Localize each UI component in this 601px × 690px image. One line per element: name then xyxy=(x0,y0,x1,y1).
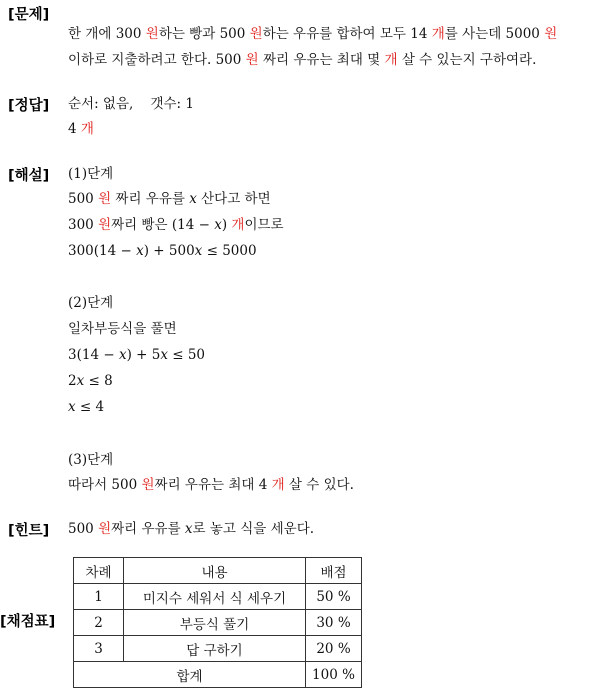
step1-line-2: 300 원짜리 빵은 (14 − x) 개이므로 xyxy=(68,217,284,233)
step2-equation-3: x ≤ 4 xyxy=(68,399,105,415)
problem-line-1: 한 개에 300 원하는 빵과 500 원하는 우유를 합하여 모두 14 개를 사는데 5000 원 xyxy=(68,26,558,42)
table-row xyxy=(74,610,362,636)
row-order: 1 xyxy=(74,584,124,610)
row-content: 미지수 세워서 식 세우기 xyxy=(124,584,306,610)
row-score: 50 % xyxy=(306,584,362,610)
step1-line-1: 500 원 짜리 우유를 x 산다고 하면 xyxy=(68,191,271,207)
total-label: 합계 xyxy=(74,662,306,688)
step1-equation: 300(14 − x) + 500x ≤ 5000 xyxy=(68,243,257,259)
step3-title: (3)단계 xyxy=(68,452,114,468)
grading-header-row xyxy=(74,558,362,584)
step2-title: (2)단계 xyxy=(68,295,114,311)
row-order: 3 xyxy=(74,636,124,662)
grading-total-row xyxy=(74,662,362,688)
answer-line-2: 4 개 xyxy=(68,121,94,137)
hint-line: 500 원짜리 우유를 x로 놓고 식을 세운다. xyxy=(68,521,315,537)
hint-label: [힌트] xyxy=(8,523,50,539)
row-order: 2 xyxy=(74,610,124,636)
row-content: 부등식 풀기 xyxy=(124,610,306,636)
header-score: 배점 xyxy=(306,558,362,584)
grading-label: [채점표] xyxy=(0,614,56,630)
problem-line-2: 이하로 지출하려고 한다. 500 원 짜리 우유는 최대 몇 개 살 수 있는지 구하여라. xyxy=(68,52,537,68)
problem-label: [문제] xyxy=(8,7,50,23)
step1-title: (1)단계 xyxy=(68,166,114,182)
grading-table xyxy=(73,557,362,688)
table-row xyxy=(74,584,362,610)
step2-equation-2: 2x ≤ 8 xyxy=(68,373,113,389)
row-score: 20 % xyxy=(306,636,362,662)
step2-equation-1: 3(14 − x) + 5x ≤ 50 xyxy=(68,347,206,363)
table-row xyxy=(74,636,362,662)
row-score: 30 % xyxy=(306,610,362,636)
step3-line-1: 따라서 500 원짜리 우유는 최대 4 개 살 수 있다. xyxy=(68,477,354,493)
explanation-label: [해설] xyxy=(8,168,50,184)
header-order: 차례 xyxy=(74,558,124,584)
step2-line-1: 일차부등식을 풀면 xyxy=(68,321,177,337)
answer-line-1: 순서: 없음, 갯수: 1 xyxy=(68,96,194,112)
row-content: 답 구하기 xyxy=(124,636,306,662)
total-value: 100 % xyxy=(306,662,362,688)
header-content: 내용 xyxy=(124,558,306,584)
answer-label: [정답] xyxy=(8,98,50,114)
